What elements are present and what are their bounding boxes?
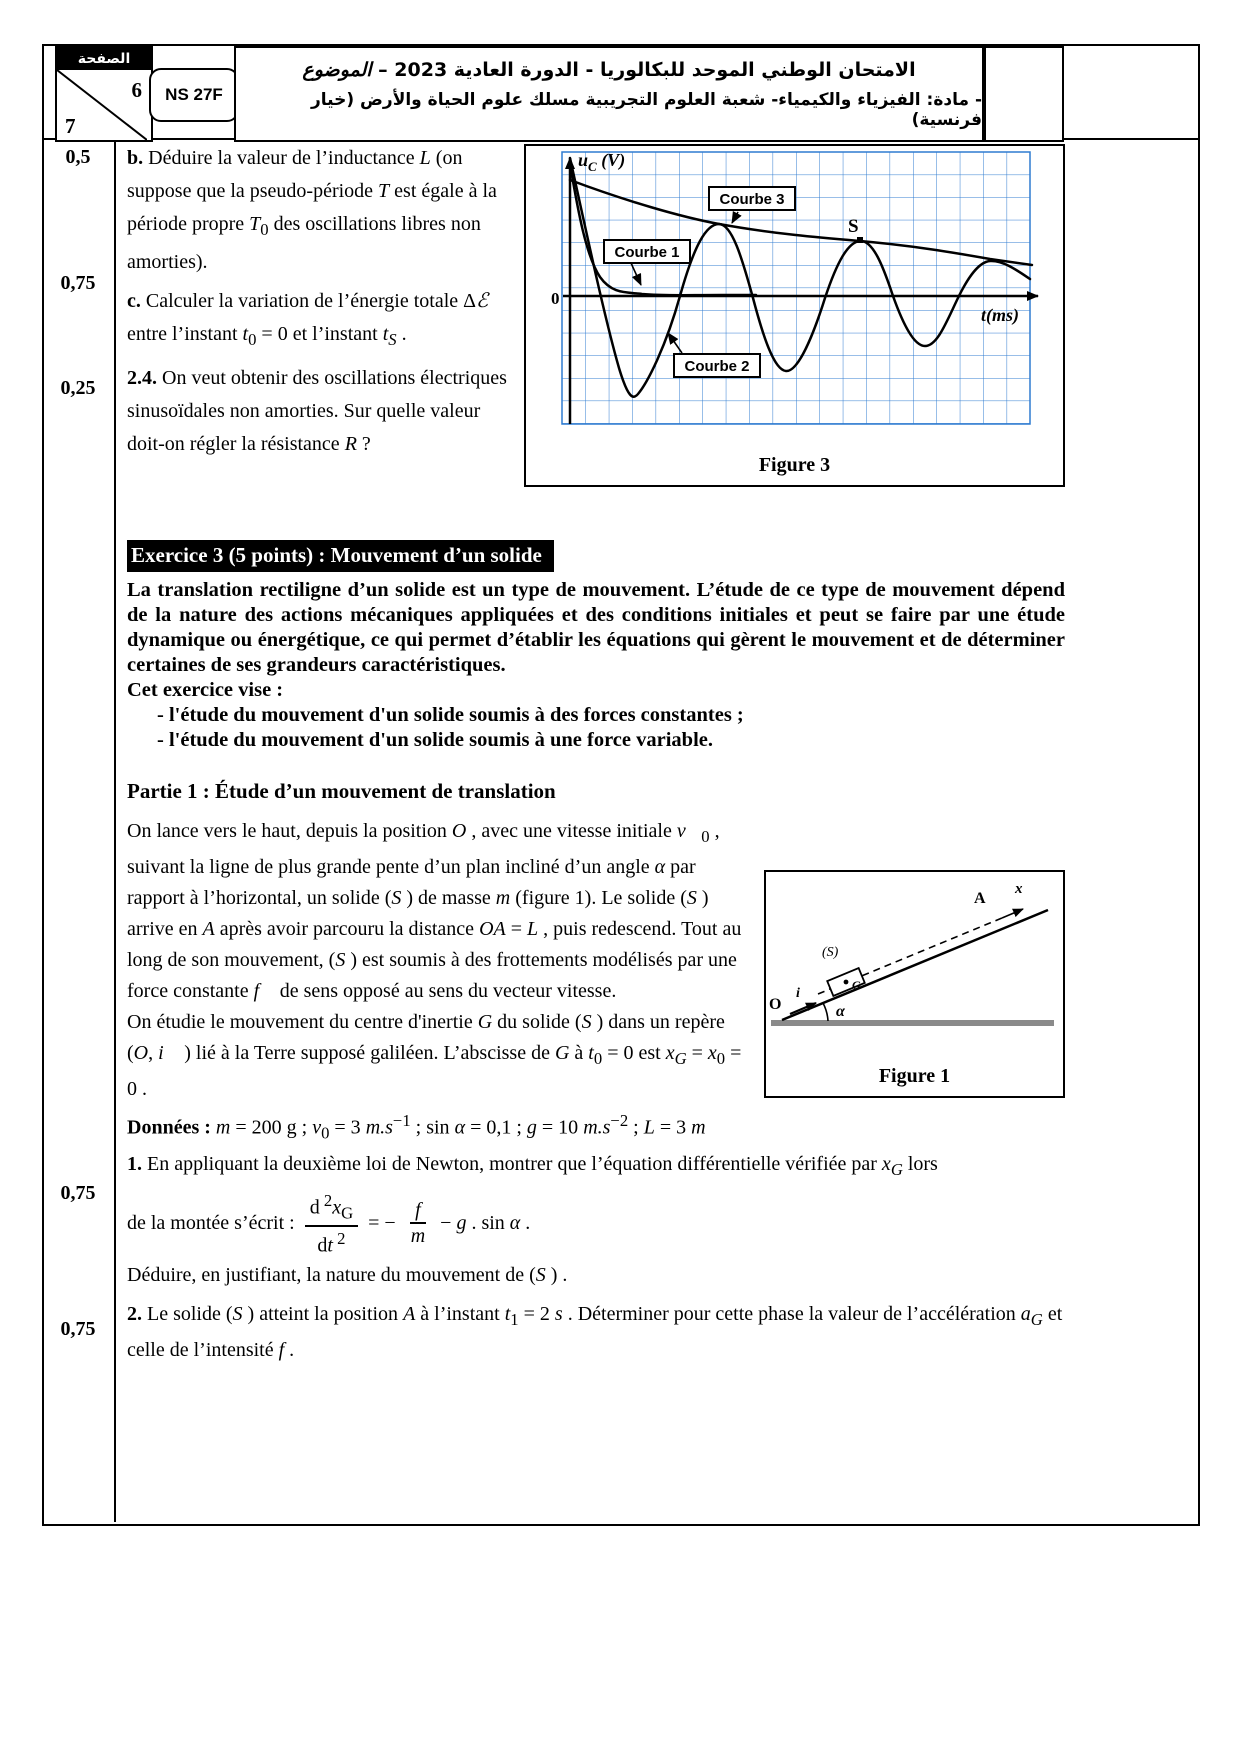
alpha-label: α — [836, 1003, 845, 1020]
question-1-deduce: Déduire, en justifiant, la nature du mouvement de (S ) . — [127, 1263, 568, 1286]
exam-title-box — [234, 46, 984, 142]
exercise-3-aim-2: - l'étude du mouvement d'un solide soumis à une force variable. — [157, 729, 713, 751]
mark-0-75b: 0,75 — [60, 1182, 96, 1204]
y-axis-label: $u_C$ (V) — [578, 150, 626, 174]
question-1-equation — [127, 1189, 1065, 1258]
page-label: الصفحة — [57, 48, 151, 70]
exam-title-line2: - مادة: الفيزياء والكيمياء- شعبة العلوم التجريبية مسلك علوم الحياة والأرض (خيار فرنسية) — [310, 89, 982, 130]
question-1-text: 1. En appliquant la deuxième loi de Newton, montrer que l’équation différentielle vérifiée par $x_G$ lors — [127, 1152, 938, 1179]
figure-1-caption: Figure 1 — [878, 1065, 951, 1087]
question-c: c. Calculer la variation de l’énergie totale Δℰ entre l’instant $t_0 = 0$ et l’instant $t_S$ . — [127, 290, 489, 349]
exercise-3-intro: La translation rectiligne d’un solide est un type de mouvement. L’étude de ce type de mouvement dépend de la nature des actions mécaniques appliquées et des conditions initiales et peut se faire par une étude dynamique ou énergétique, ce qui permet d’établir les équations qui gèrent le mouvement et de déterminer certaines de ses grandeurs caractéristiques. — [127, 579, 1065, 676]
page-number-body — [57, 70, 151, 140]
mark-0-5: 0,5 — [65, 146, 91, 168]
solid-s-label: (S) — [822, 945, 839, 960]
exam-code-badge: NS 27F — [149, 68, 239, 122]
mark-0-25: 0,25 — [60, 377, 96, 399]
part-1-body — [127, 816, 1065, 1149]
point-s-label: S — [848, 216, 859, 237]
incline-line — [782, 910, 1048, 1020]
part-1-title: Partie 1 : Étude d’un mouvement de translation — [127, 779, 556, 803]
question-2-4: 2.4. On veut obtenir des oscillations électriques sinusoïdales non amorties. Sur quelle valeur doit-on régler la résistance R ? — [127, 367, 507, 455]
part-1-paragraph-1: On lance vers le haut, depuis la position O , avec une vitesse initiale $v⃗_0$ , suivant la ligne de plus grande pente d’un plan incliné d’un angle α par rapport à l’horizontal, un solide (S ) de masse m (figure 1). Le solide (S ) arrive en A après avoir parcouru la distance OA = L , puis redescend. Tout au long de son mouvement, (S ) est soumis à des frottements modélisés par une force constante f⃗ de sens opposé au sens du vecteur vitesse. — [127, 820, 742, 1002]
mark-0-75a: 0,75 — [60, 272, 96, 294]
main-content — [127, 142, 1065, 1366]
point-a-label: A — [974, 890, 986, 907]
question-2: 2. Le solide (S ) atteint la position A à l’instant $t_1 = 2$ s . Déterminer pour cette phase la valeur de l’accélération $a_G$ et celle de l’intensité f . — [127, 1302, 1063, 1361]
mark-0-75c: 0,75 — [60, 1318, 96, 1340]
fraction-f-m: $\frac{f}{m}$ — [410, 1199, 426, 1248]
g-label: G — [852, 978, 861, 992]
x-label: x — [1015, 881, 1023, 897]
figure-3-graph — [526, 146, 1059, 438]
figure-3-caption: Figure 3 — [758, 454, 831, 476]
figure-1-drawing — [766, 872, 1059, 1050]
svg-text:Courbe 1: Courbe 1 — [614, 244, 680, 261]
center-g-dot — [844, 980, 849, 985]
part-1-paragraph-2: On étudie le mouvement du centre d'inertie G du solide (S ) dans un repère (O, i⃗ ) lié à la Terre supposé galiléen. L’abscisse de G à $t_0 = 0$ est $x_G = x_0 = 0$ . — [127, 1011, 742, 1100]
exercise-3-aims-intro: Cet exercice vise : — [127, 679, 284, 701]
origin-o-label: O — [769, 996, 782, 1013]
page-total: 6 — [131, 78, 142, 102]
equation-equals: = − — [368, 1212, 396, 1235]
figure-1 — [764, 870, 1065, 1098]
origin-label: 0 — [551, 289, 560, 308]
figure-3 — [524, 144, 1065, 487]
svg-text:Courbe 3: Courbe 3 — [719, 191, 785, 208]
marks-column-divider — [114, 140, 116, 1522]
exercise-3-title: Exercice 3 (5 points) : Mouvement d’un solide — [127, 540, 554, 572]
x-axis-label: t(ms) — [981, 305, 1019, 325]
exercise-3-aim-1: - l'étude du mouvement d'un solide soumis à des forces constantes ; — [157, 704, 744, 726]
x-axis-arrow — [1002, 909, 1023, 918]
equation-tail: − g . sin α . — [440, 1212, 531, 1235]
part-1-data-line: Données : m = 200 g ; $v_0 = 3$ $m.s^{-1}$ ; sin α = 0,1 ; g = 10 $m.s^{-2}$ ; L = 3 m — [127, 1111, 706, 1143]
alpha-arc — [823, 1003, 828, 1021]
question-2-section — [127, 142, 1065, 530]
exam-title-line1: الامتحان الوطني الموحد للبكالوريا - الدورة العادية 2023 – الموضوع — [302, 58, 916, 81]
i-label: i⃗ — [796, 986, 811, 1001]
question-b: b. Déduire la valeur de l’inductance L (on suppose que la pseudo-période T est égale à la période propre $T_0$ des oscillations libres non amorties). — [127, 147, 497, 273]
equation-prefix: de la montée s’écrit : — [127, 1212, 295, 1235]
fraction-d2x-dt2: $\frac{d ^2x_G}{dt ^2}$ — [305, 1189, 358, 1258]
page-current: 7 — [65, 114, 76, 138]
page-number-box — [55, 46, 153, 142]
empty-header-box — [984, 46, 1064, 142]
question-1 — [127, 1149, 1065, 1291]
point-s-marker — [857, 237, 863, 243]
svg-text:Courbe 2: Courbe 2 — [684, 358, 750, 375]
